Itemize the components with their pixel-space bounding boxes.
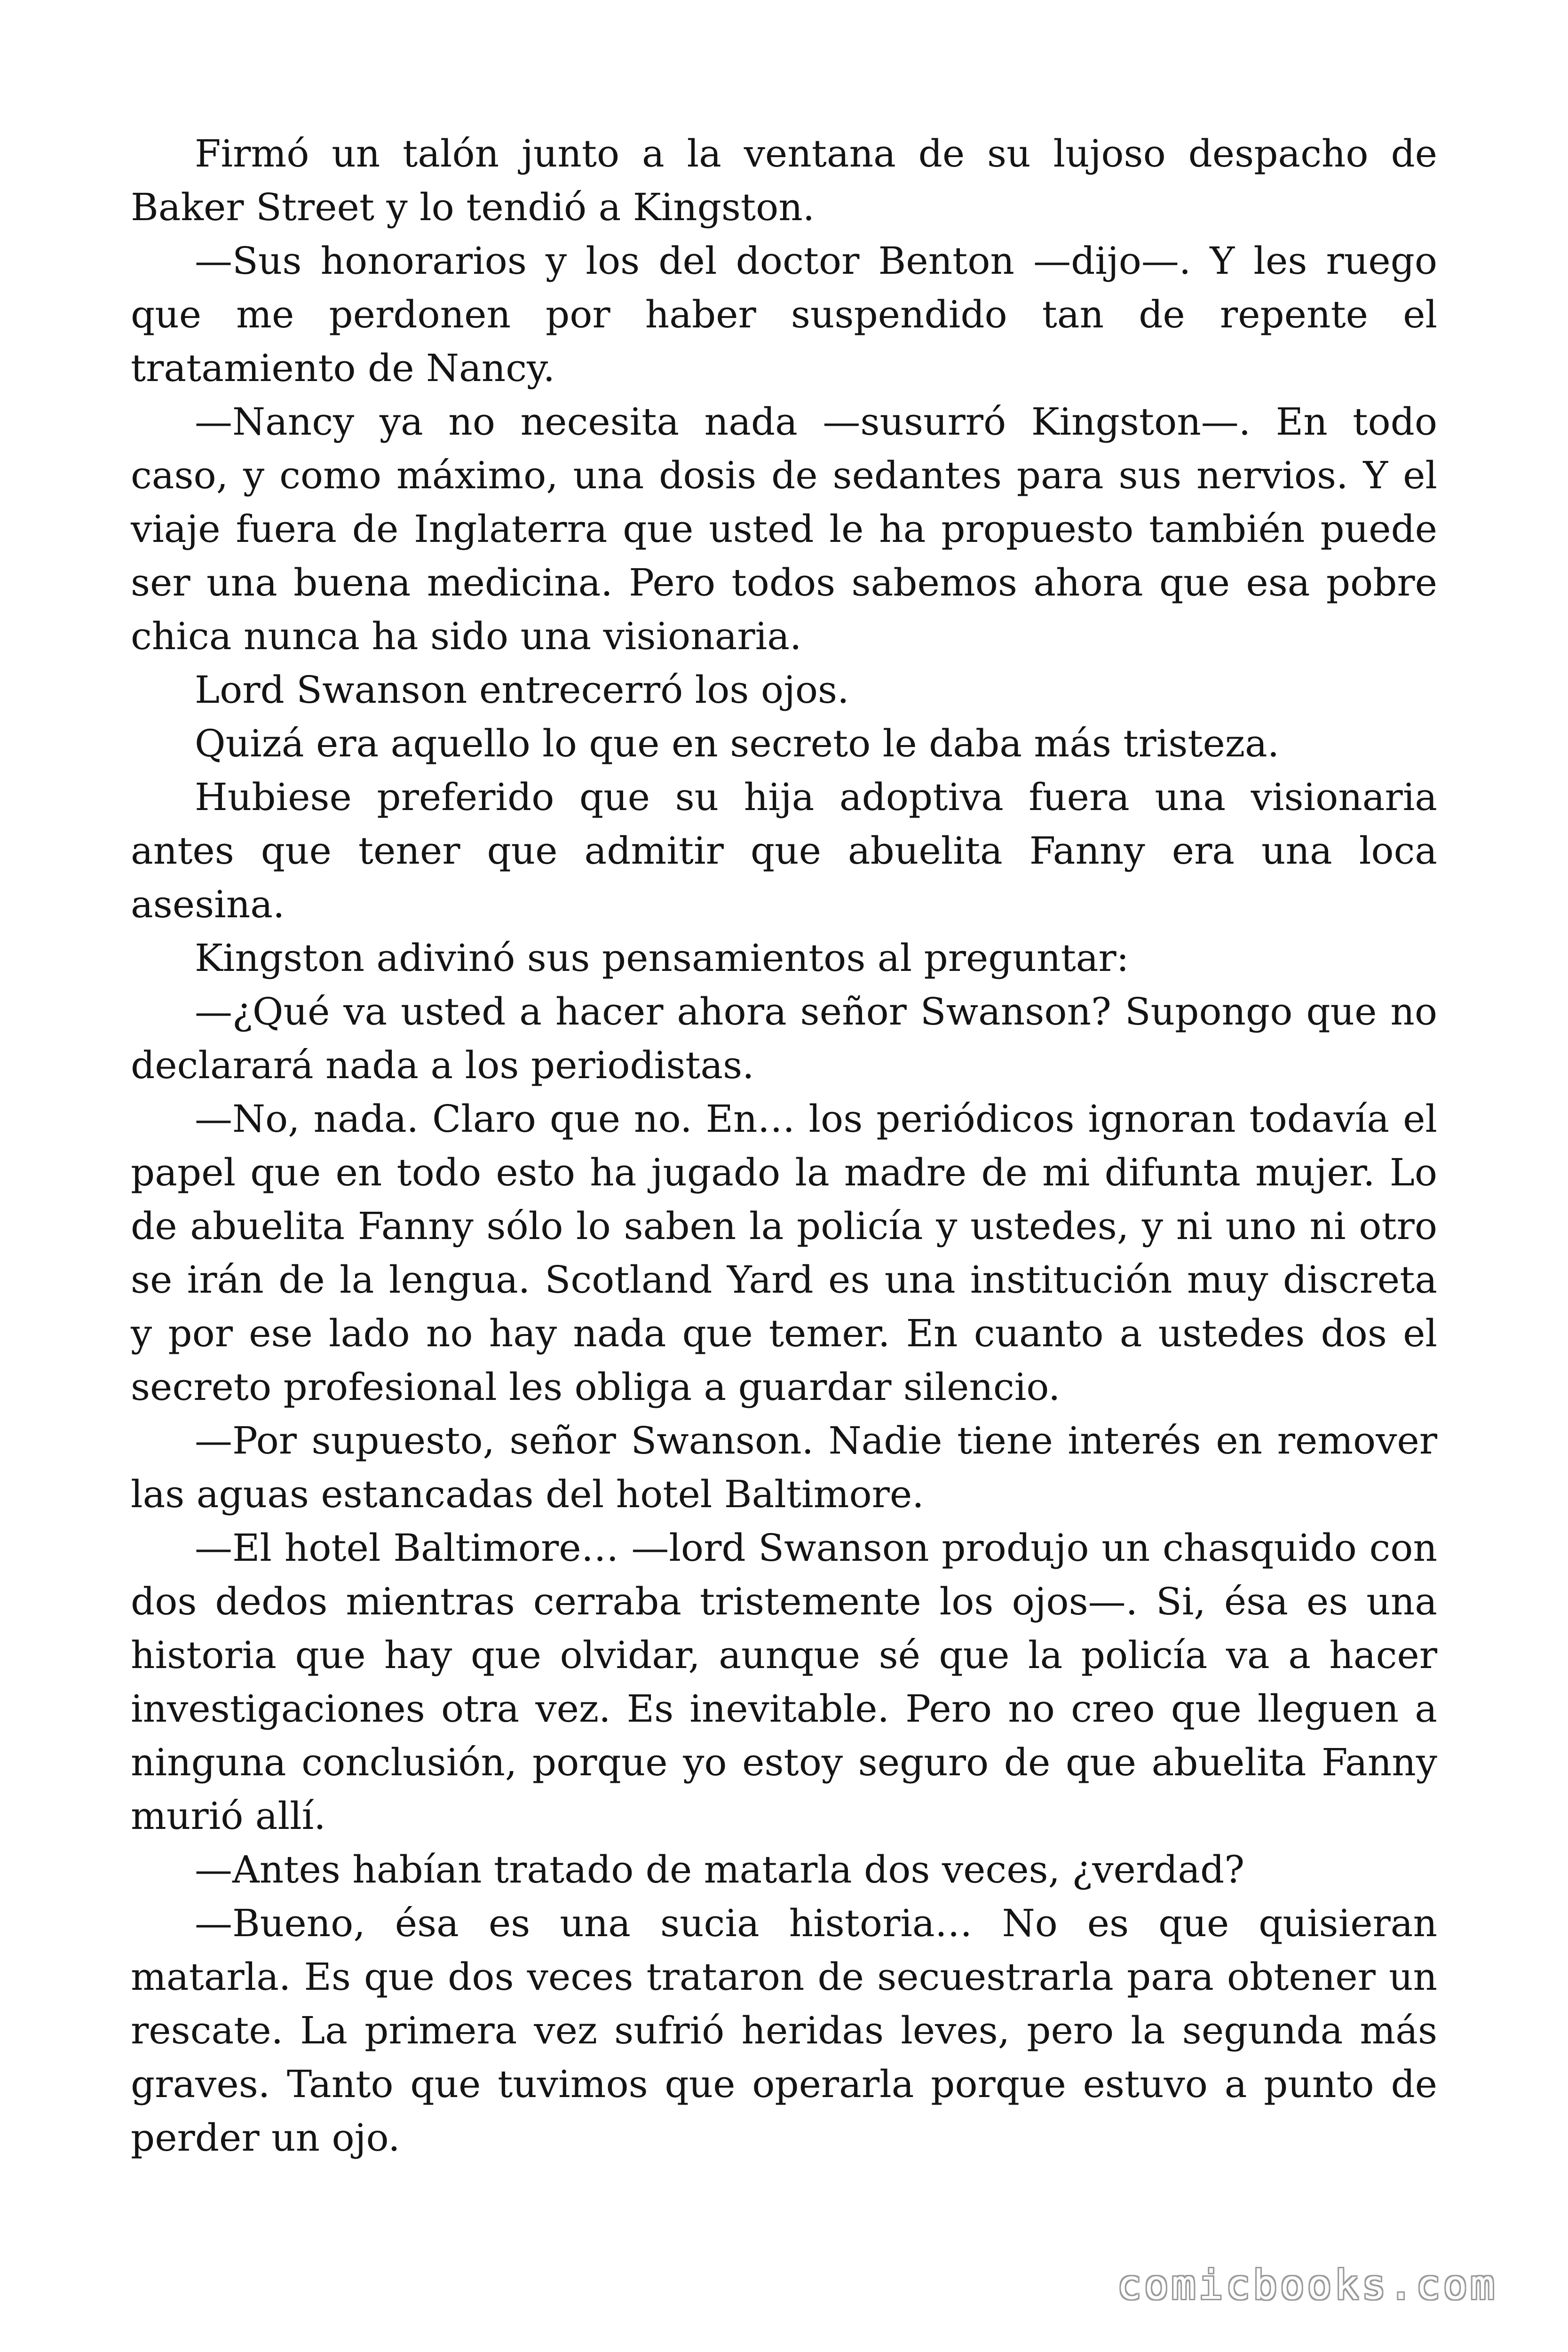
paragraph: Hubiese preferido que su hija adoptiva fuera una visionaria antes que tener que admitir que abuelita Fanny era una loca asesina. [131, 775, 1437, 926]
paragraph: —No, nada. Claro que no. En… los periódicos ignoran todavía el papel que en todo esto ha jugado la madre de mi difunta mujer. Lo de abuelita Fanny sólo lo saben la policía y ustedes, y ni uno ni otro se irán de la lengua. Scotland Yard es una institución muy discreta y por ese lado no hay nada que temer. En cuanto a ustedes dos el secreto profesional les obliga a guardar silencio. [131, 1097, 1437, 1409]
watermark: comicbooks.com [1117, 2262, 1497, 2309]
paragraph: —Bueno, ésa es una sucia historia… No es que quisieran matarla. Es que dos veces trataron de secuestrarla para obtener un rescate. La primera vez sufrió heridas leves, pero la segunda más graves. Tanto que tuvimos que operarla porque estuvo a punto de perder un ojo. [131, 1901, 1437, 2160]
paragraph: Lord Swanson entrecerró los ojos. [195, 668, 849, 712]
paragraph: —Antes habían tratado de matarla dos veces, ¿verdad? [195, 1848, 1245, 1891]
paragraph: —El hotel Baltimore… —lord Swanson produjo un chasquido con dos dedos mientras cerraba tristemente los ojos—. Si, ésa es una historia que hay que olvidar, aunque sé que la policía va a hacer investigaciones otra vez. Es inevitable. Pero no creo que lleguen a ninguna conclusión, porque yo estoy seguro de que abuelita Fanny murió allí. [131, 1526, 1437, 1838]
paragraph: Kingston adivinó sus pensamientos al preguntar: [195, 936, 1129, 980]
paragraph: —Sus honorarios y los del doctor Benton —dijo—. Y les ruego que me perdonen por haber suspendido tan de repente el tratamiento de Nancy. [131, 239, 1437, 390]
paragraph: —¿Qué va usted a hacer ahora señor Swanson? Supongo que no declarará nada a los periodistas. [131, 990, 1437, 1087]
body-text [131, 127, 1437, 2165]
paragraph: Quizá era aquello lo que en secreto le daba más tristeza. [195, 722, 1280, 765]
paragraph: —Por supuesto, señor Swanson. Nadie tiene interés en remover las aguas estancadas del hotel Baltimore. [131, 1419, 1437, 1516]
paragraph: Firmó un talón junto a la ventana de su lujoso despacho de Baker Street y lo tendió a Kingston. [131, 132, 1437, 229]
paragraph: —Nancy ya no necesita nada —susurró Kingston—. En todo caso, y como máximo, una dosis de sedantes para sus nervios. Y el viaje fuera de Inglaterra que usted le ha propuesto también puede ser una buena medicina. Pero todos sabemos ahora que esa pobre chica nunca ha sido una visionaria. [131, 400, 1437, 658]
